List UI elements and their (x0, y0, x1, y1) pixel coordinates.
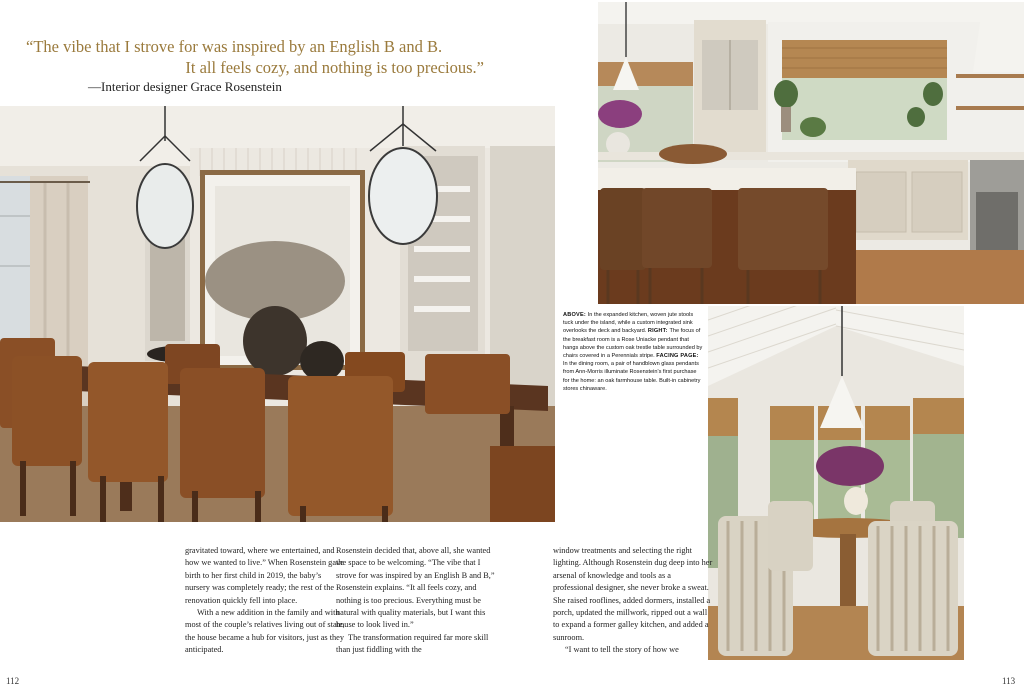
caption-lead-facing: FACING PAGE: (656, 353, 699, 360)
caption-text-right: The focus of the breakfast room is a Rose Uniacke pendant that hangs above the custom oak trestle table surrounded by chairs covered in a Perennials stripe. (563, 328, 703, 360)
body-column-1 (185, 545, 345, 657)
body-column-3 (553, 545, 713, 657)
breakfast-room-photo (708, 306, 964, 660)
dining-room-photo (0, 106, 555, 522)
caption-lead-right: RIGHT: (647, 328, 670, 335)
photo-caption (563, 311, 703, 393)
pull-quote-line-1: “The vibe that I strove for was inspired by an English B and B. (26, 37, 443, 56)
body-paragraph: The transformation required far more skill than just fiddling with the (336, 632, 489, 655)
caption-lead-above: ABOVE: (563, 312, 588, 318)
body-paragraph: “I want to tell the story of how we (565, 645, 679, 655)
pull-quote (26, 36, 486, 78)
caption-text-facing: In the dining room, a pair of handblown glass pendants from Ann-Morris illuminate Rosenstein's first purchase for the home: an oak farmhouse table. Built-in cabinetry stores chinaware. (563, 361, 701, 392)
page-number-left: 112 (6, 676, 20, 686)
kitchen-photo (598, 2, 1024, 304)
pull-quote-line-2: It all feels cozy, and nothing is too precious.” (185, 58, 484, 77)
caption-text-above: In the expanded kitchen, woven jute stools tuck under the island, while a custom integrated sink overlooks the deck and backyard. (563, 312, 694, 335)
body-paragraph: gravitated toward, where we entertained, and how we wanted to live.” When Rosenstein gave birth to her first child in 2019, the baby’s nursery was completely ready; the rest of the renovation quickly fell into place. (185, 546, 344, 605)
body-paragraph: Rosenstein decided that, above all, she wanted the space to be welcoming. “The vibe that I strove for was inspired by an English B and B,” Rosenstein explains. “It all feels cozy, and nothing is too precious. Everything must be natural with quality materials, but I want this house to look lived in.” (336, 546, 495, 630)
body-paragraph: window treatments and selecting the right lighting. Although Rosenstein dug deep into her arsenal of knowledge and tools as a professional designer, she never broke a sweat. She raised rooflines, added dormers, installed a porch, updated the millwork, ripped out a wall to expand a former galley kitchen, and added a sunroom. (553, 546, 713, 642)
pull-quote-attribution: —Interior designer Grace Rosenstein (88, 79, 282, 94)
body-column-2 (336, 545, 496, 657)
page-number-right: 113 (1002, 676, 1016, 686)
body-paragraph: With a new addition in the family and with most of the couple’s relatives living out of state, the house became a hub for visitors, just as they anticipated. (185, 608, 345, 655)
